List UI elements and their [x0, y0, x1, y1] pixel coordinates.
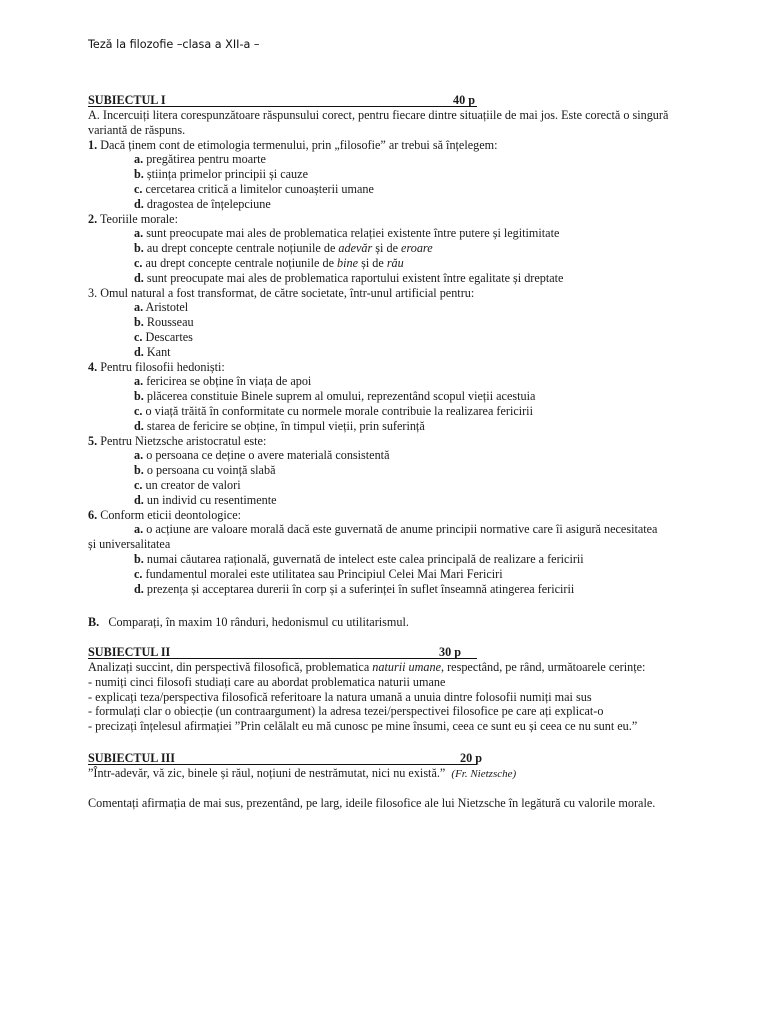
subject-1-instructions: A. Incercuiți litera corespunzătoare răspunsului corect, pentru fiecare dintre situațiile de mai jos. Este corectă o singură variantă de răspuns. — [88, 108, 669, 137]
subject-2-requirement-4: - precizați înțelesul afirmației ”Prin celălalt eu mă cunosc pe mine însumi, ceea ce sunt eu și ceea ce nu sunt eu.” — [88, 719, 638, 734]
subject-2-requirement-1: - numiți cinci filosofi studiați care au abordat problematica naturii umane — [88, 674, 446, 689]
question-6-option-d: d. prezența și acceptarea durerii în corp și a suferinței în suflet înseamnă atingerea fericirii — [134, 581, 575, 596]
question-3-option-c: c. Descartes — [134, 329, 193, 344]
question-5-option-d: d. un individ cu resentimente — [134, 492, 277, 507]
question-3: 3. Omul natural a fost transformat, de către societate, într-unul artificial pentru: — [88, 285, 475, 300]
subject-2-heading — [88, 645, 678, 660]
subject-1-title: SUBIECTUL I — [88, 93, 166, 107]
question-4: 4. Pentru filosofii hedoniști: — [88, 359, 225, 374]
question-6-option-a: a. o acțiune are valoare morală dacă este guvernată de anume principii normative care îi asigură necesitatea — [134, 522, 658, 537]
question-1: 1. Dacă ținem cont de etimologia termenului, prin „filosofie” ar trebui să înțelegem: — [88, 137, 498, 152]
question-1-option-c: c. cercetarea critică a limitelor cunoașterii umane — [134, 181, 374, 196]
question-6-option-b: b. numai căutarea rațională, guvernată de intelect este calea principală de realizare a fericirii — [134, 551, 584, 566]
part-b-text: Comparați, în maxim 10 rânduri, hedonismul cu utilitarismul. — [108, 615, 409, 629]
subject-3-quote: ”Într-adevăr, vă zic, binele și răul, noțiuni de nestrămutat, nici nu există.” (Fr. Nietzsche) — [88, 766, 517, 780]
subject-2-points: 30 p — [439, 645, 462, 659]
subject-2-requirement-3: - formulați clar o obiecție (un contraargument) la adresa tezei/perspectivei filosofice pe care ați explicat-o — [88, 704, 604, 719]
subject-2-title: SUBIECTUL II — [88, 645, 171, 659]
document-title: Teză la filozofie –clasa a XII-a – — [88, 38, 260, 51]
question-4-option-d: d. starea de fericire se obține, în timpul vieții, prin suferință — [134, 418, 425, 433]
subject-2-requirement-2: - explicați teza/perspectiva filosofică referitoare la natura umană a unuia dintre folosofii numiți mai sus — [88, 689, 592, 704]
subject-3-task: Comentați afirmația de mai sus, prezentând, pe larg, ideile filosofice ale lui Nietzsche în legătură cu valorile morale. — [88, 795, 656, 810]
part-b-label: B. — [88, 615, 100, 629]
question-6-option-a-continued: și universalitatea — [88, 537, 171, 552]
subject-1-points: 40 p — [453, 93, 476, 107]
question-2-option-a: a. sunt preocupate mai ales de problematica relației existente între putere și legitimitate — [134, 226, 560, 241]
question-6: 6. Conform eticii deontologice: — [88, 507, 241, 522]
subject-1-heading — [88, 93, 678, 108]
question-4-option-c: c. o viață trăită în conformitate cu normele morale contribuie la realizarea fericirii — [134, 403, 533, 418]
subject-1-rule — [88, 106, 477, 107]
question-3-option-a: a. Aristotel — [134, 300, 189, 315]
subject-3-section — [88, 751, 678, 811]
question-3-option-b: b. Rousseau — [134, 315, 194, 330]
question-2-option-c: c. au drept concepte centrale noțiunile de bine și de rău — [134, 255, 404, 270]
subject-3-heading — [88, 751, 678, 766]
subject-2-rule — [88, 658, 477, 659]
question-5: 5. Pentru Nietzsche aristocratul este: — [88, 433, 267, 448]
subject-2-instructions: Analizați succint, din perspectivă filosofică, problematica naturii umane, respectând, pe rând, următoarele cerințe: — [88, 660, 646, 674]
question-5-option-a: a. o persoana ce deține o avere materială consistentă — [134, 448, 390, 463]
question-2-option-d: d. sunt preocupate mai ales de problematica raportului existent între egalitate și dreptate — [134, 270, 564, 285]
question-6-option-c: c. fundamentul moralei este utilitatea sau Principiul Celei Mai Mari Fericiri — [134, 566, 503, 581]
question-5-option-b: b. o persoana cu voință slabă — [134, 463, 276, 478]
question-3-option-d: d. Kant — [134, 344, 171, 359]
question-4-option-a: a. fericirea se obține în viața de apoi — [134, 374, 312, 389]
subject-3-title: SUBIECTUL III — [88, 751, 176, 765]
question-2: 2. Teoriile morale: — [88, 211, 178, 226]
subject-1-section — [88, 93, 678, 596]
question-1-option-d: d. dragostea de înțelepciune — [134, 196, 271, 211]
question-2-option-b: b. au drept concepte centrale noțiunile de adevăr și de eroare — [134, 241, 433, 256]
subject-2-section — [88, 645, 678, 734]
question-1-option-a: a. pregătirea pentru moarte — [134, 152, 266, 167]
subject-3-rule — [88, 764, 477, 765]
quote-author: (Fr. Nietzsche) — [451, 768, 517, 780]
question-5-option-c: c. un creator de valori — [134, 477, 241, 492]
question-1-option-b: b. știința primelor principii și cauze — [134, 167, 308, 182]
subject-3-points: 20 p — [460, 751, 483, 765]
question-4-option-b: b. plăcerea constituie Binele suprem al omului, reprezentând scopul vieții acestuia — [134, 389, 536, 404]
subject-1-part-b — [88, 615, 678, 630]
